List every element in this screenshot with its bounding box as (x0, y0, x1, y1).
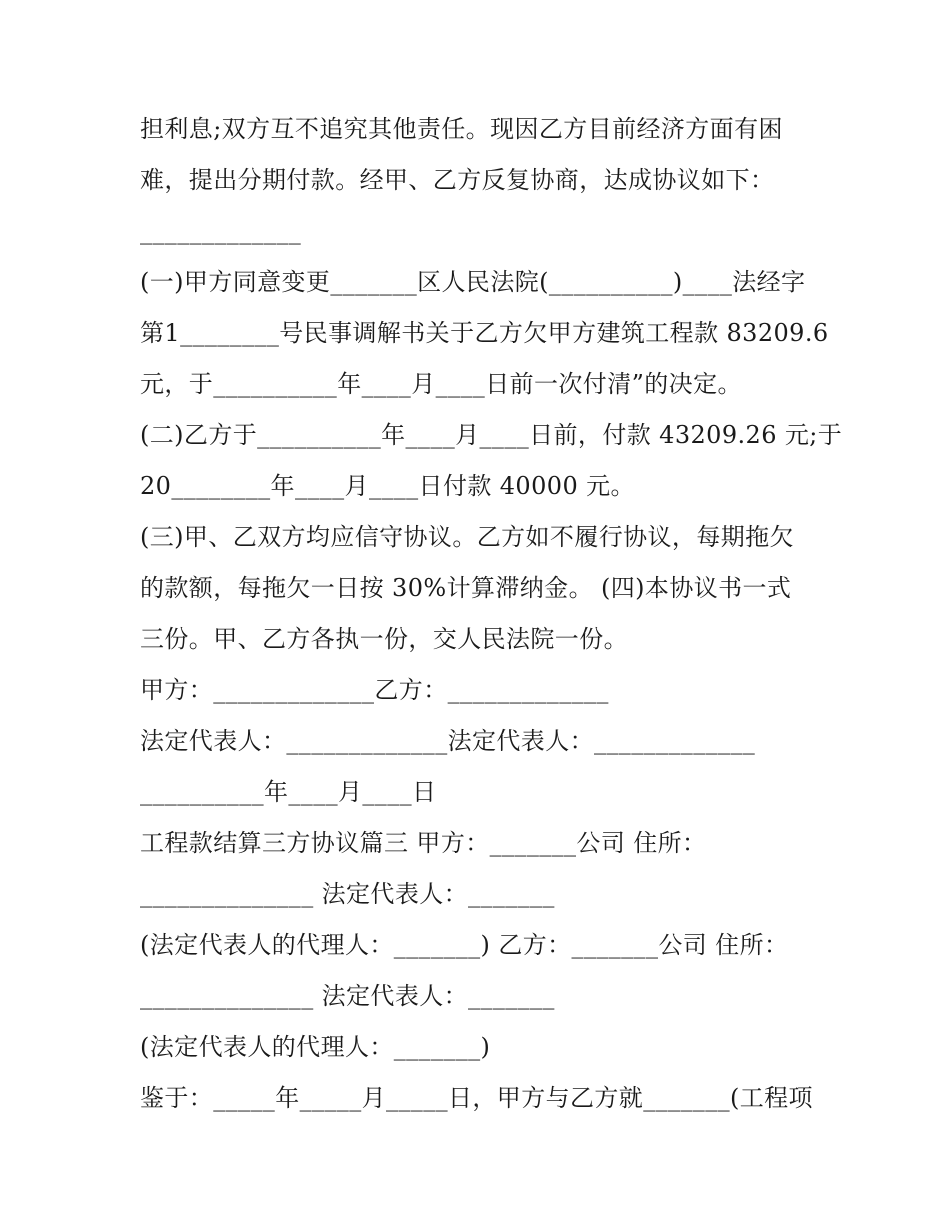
text-line-14: __________年____月____日 (140, 778, 437, 806)
text-line-12: 甲方：_____________乙方：_____________ (140, 676, 609, 704)
text-line-20: 鉴于：_____年_____月_____日，甲方与乙方就_______(工程项 (140, 1084, 813, 1112)
text-line-18: ______________ 法定代表人：_______ (140, 982, 555, 1010)
text-line-4: (一)甲方同意变更_______区人民法院(__________)____法经字 (140, 268, 806, 296)
text-line-11: 三份。甲、乙方各执一份，交人民法院一份。 (140, 625, 628, 653)
text-line-10: 的款额，每拖欠一日按 30%计算滞纳金。 (四)本协议书一式 (140, 574, 792, 602)
document-body (140, 104, 843, 1124)
text-line-5: 第1________号民事调解书关于乙方欠甲方建筑工程款 83209.6 (140, 319, 829, 347)
text-line-2: 难，提出分期付款。经甲、乙方反复协商，达成协议如下： (140, 166, 775, 194)
text-line-1: 担利息;双方互不追究其他责任。现因乙方目前经济方面有困 (140, 115, 783, 143)
text-line-7: (二)乙方于__________年____月____日前，付款 43209.26 元;于 (140, 421, 843, 449)
text-line-6: 元，于__________年____月____日前一次付清”的决定。 (140, 370, 742, 398)
text-line-16: ______________ 法定代表人：_______ (140, 880, 555, 908)
text-line-13: 法定代表人：_____________法定代表人：_____________ (140, 727, 756, 755)
text-line-17: (法定代表人的代理人：_______) 乙方：_______公司 住所： (140, 931, 789, 959)
text-line-19: (法定代表人的代理人：_______) (140, 1033, 491, 1061)
text-line-8: 20________年____月____日付款 40000 元。 (140, 472, 635, 500)
text-line-3: _____________ (140, 217, 302, 245)
text-line-15: 工程款结算三方协议篇三 甲方：_______公司 住所： (140, 829, 707, 857)
text-line-9: (三)甲、乙双方均应信守协议。乙方如不履行协议，每期拖欠 (140, 523, 794, 551)
